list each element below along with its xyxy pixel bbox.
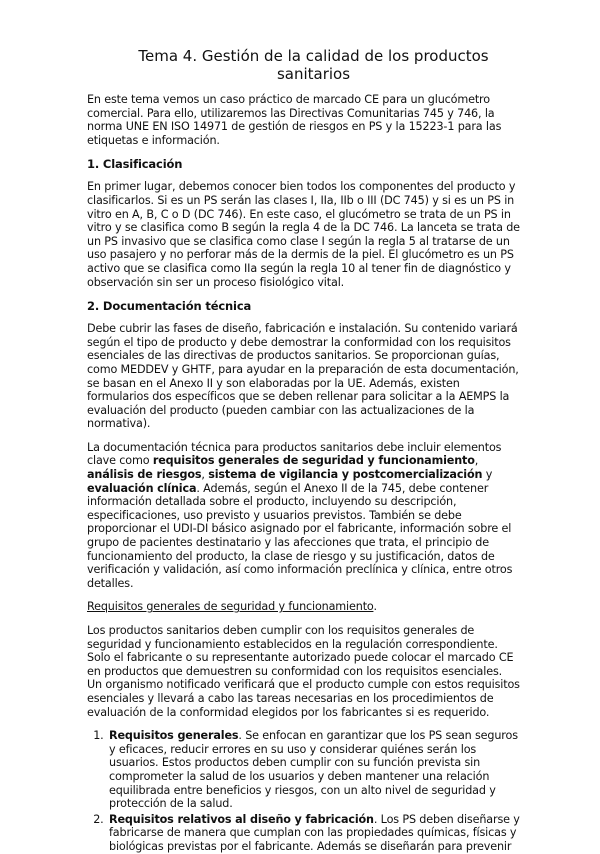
requisitos-paragraph: Los productos sanitarios deben cumplir con los requisitos generales de seguridad y funcionamiento establecidos en la regulación correspondiente. Solo el fabricante o su representante autorizado puede colocar el marcado CE en productos que demuestren su conformidad con los requisitos esenciales. Un organismo notificado verificará que el producto cumple con estos requisitos esenciales y llevará a cabo las tareas necesarias en los procedimientos de evaluación de la conformidad elegidos por los fabricantes si es requerido. (87, 624, 520, 719)
list-item-text: . Los PS deben diseñarse y fabricarse de manera que cumplan con las propiedades químicas, físicas y biológicas previstas por el fabricante. Además se diseñarán para prevenir (109, 812, 520, 853)
section-heading-clasificacion: 1. Clasificación (87, 157, 183, 172)
clasificacion-paragraph: En primer lugar, debemos conocer bien todos los componentes del producto y clasificarlos. Si es un PS serán las clases I, IIa, IIb o III (DC 745) y si es un PS in vitro en A, B, C o D (DC 746). En este caso, el glucómetro se trata de un PS in vitro y se clasifica como B según la regla 4 de la DC 746. La lanceta se trata de un PS invasivo que se clasifica como clase I según la regla 5 al tratarse de un uso pasajero y no perforar más de la dermis de la piel. El glucómetro es un PS activo que se clasifica como IIa según la regla 10 al tener fin de diagnóstico y observación sin ser un proceso fisiológico vital. (87, 180, 520, 289)
bold-term: sistema de vigilancia y postcomercialización (208, 468, 483, 482)
intro-paragraph: En este tema vemos un caso práctico de marcado CE para un glucómetro comercial. Para ello, utilizaremos las Directivas Comunitarias 745 y 746, la norma UNE EN ISO 14971 de gestión de riesgos en PS y la 15223-1 para las etiquetas e información. (87, 93, 502, 147)
text-run: . (373, 600, 377, 614)
bold-term: requisitos generales de seguridad y funcionamiento (152, 454, 475, 468)
text-run: , (474, 454, 479, 468)
documentacion-paragraph-2 (87, 441, 520, 591)
subsection-heading-text: Requisitos generales de seguridad y funcionamiento (87, 600, 374, 614)
requisitos-list (87, 729, 520, 853)
text-run: y (482, 468, 493, 482)
section-heading-documentacion: 2. Documentación técnica (87, 299, 252, 314)
list-item (107, 729, 520, 811)
bold-term: evaluación clínica (87, 481, 197, 495)
page-title: Tema 4. Gestión de la calidad de los productos sanitarios (138, 47, 489, 83)
subsection-heading-requisitos (87, 600, 520, 614)
text-run: , (201, 468, 209, 482)
list-item (107, 813, 520, 854)
list-item-bold: Requisitos relativos al diseño y fabricación (109, 812, 374, 826)
text-run: . Además, según el Anexo II de la 745, debe contener información detallada sobre el producto, incluyendo su descripción, especificaciones, uso previsto y usuarios previstos. También se debe proporcionar el UDI-DI básico asignado por el fabricante, información sobre el grupo de pacientes destinatario y las afecciones que trata, el principio de funcionamiento del producto, la clase de riesgo y su justificación, datos de verificación y validación, así como información preclínica y clínica, entre otros detalles. (87, 481, 513, 590)
list-item-text: . Se enfocan en garantizar que los PS sean seguros y eficaces, reducir errores en su uso y considerar quiénes serán los usuarios. Estos productos deben cumplir con su función prevista sin comprometer la salud de los usuarios y deben mantener una relación equilibrada entre beneficios y riesgos, con un alto nivel de seguridad y protección de la salud. (109, 729, 518, 811)
text-run: La documentación técnica para productos sanitarios debe incluir elementos clave como (87, 440, 502, 468)
list-item-bold: Requisitos generales (109, 729, 239, 743)
bold-term: análisis de riesgos (87, 468, 202, 482)
documentacion-paragraph-1: Debe cubrir las fases de diseño, fabricación e instalación. Su contenido variará según el tipo de producto y debe demostrar la conformidad con los requisitos esenciales de las directivas de productos sanitarios. Se proporcionan guías, como MEDDEV y GHTF, para ayudar en la preparación de esta documentación, se basan en el Anexo II y son elaboradas por la UE. Además, existen formularios dos específicos que se deben rellenar para solicitar a la AEMPS la evaluación del producto (pueden cambiar con las actualizaciones de la normativa). (87, 322, 519, 431)
